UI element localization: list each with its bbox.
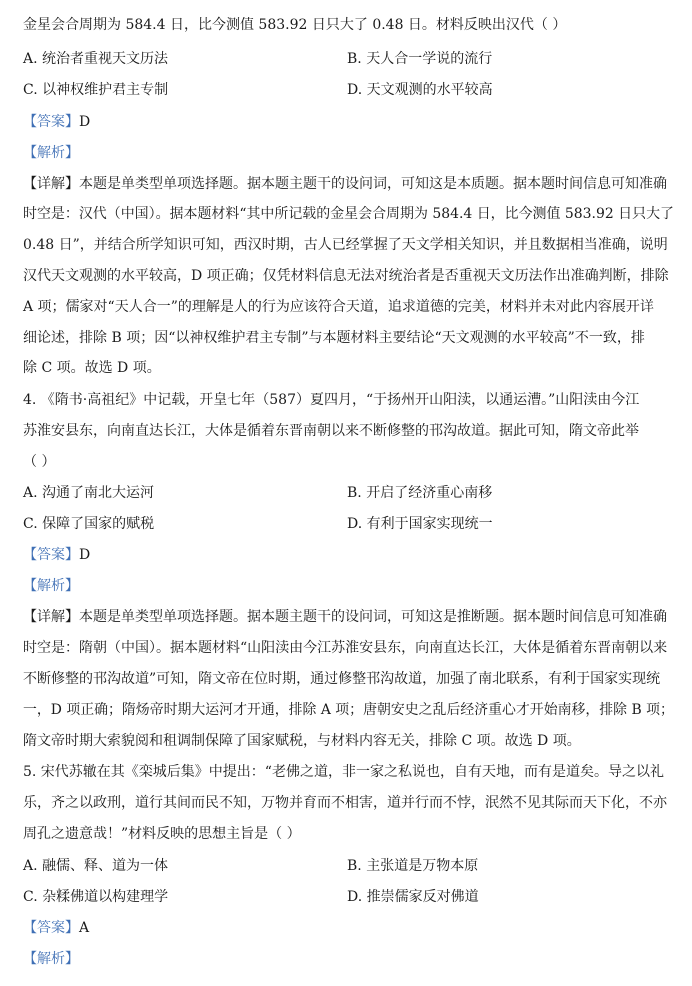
q3-detail-line-3: 0.48 日”，并结合所学知识可知，西汉时期，古人已经掌握了天文学相关知识，并且数据相当准确，说明 <box>23 237 668 253</box>
q5-stem-line-1: 5. 宋代苏辙在其《栾城后集》中提出：“老佛之道，非一家之私说也，自有天地，而有是道矣。导之以礼 <box>23 764 664 780</box>
q5-option-a: A. 融儒、释、道为一体 <box>23 858 169 874</box>
q3-option-b: B. 天人合一学说的流行 <box>347 51 493 67</box>
q4-detail-line-2: 时空是：隋朝（中国）。据本题材料“山阳渎由今江苏淮安县东，向南直达长江，大体是循着东晋南朝以来 <box>23 640 668 656</box>
q3-detail-line-2: 时空是：汉代（中国）。据本题材料“其中所记载的金星会合周期为 584.4 日，比今测值 583.92 日只大了 <box>23 206 675 222</box>
q5-option-c: C. 杂糅佛道以构建理学 <box>23 889 169 905</box>
q3-detail-line-6: 细论述，排除 B 项；因“以神权维护君主专制”与本题材料主要结论“天文观测的水平较高”不一致，排 <box>23 330 645 346</box>
q3-detail-line-7: 除 C 项。故选 D 项。 <box>23 360 161 376</box>
q3-option-a: A. 统治者重视天文历法 <box>23 51 169 67</box>
q5-stem-line-3: 周孔之遗意哉！”材料反映的思想主旨是（ ） <box>23 826 301 842</box>
q4-option-b: B. 开启了经济重心南移 <box>347 485 493 501</box>
q4-detail-line-1: 【详解】本题是单类型单项选择题。据本题主题干的设问词，可知这是推断题。据本题时间信息可知准确 <box>23 609 667 625</box>
q3-detail-line-1: 【详解】本题是单类型单项选择题。据本题主题干的设问词，可知这是本质题。据本题时间信息可知准确 <box>23 176 667 192</box>
q4-analysis-tag: 【解析】 <box>23 578 79 594</box>
q4-option-c: C. 保障了国家的赋税 <box>23 516 155 532</box>
q4-stem-line-2: 苏淮安县东，向南直达长江，大体是循着东晋南朝以来不断修整的邗沟故道。据此可知，隋文帝此举 <box>23 423 639 439</box>
q3-answer: 【答案】D <box>23 114 91 130</box>
q5-stem-line-2: 乐，齐之以政刑，道行其间而民不知，万物并育而不相害，道并行而不悖，泯然不见其际而天下化，不亦 <box>23 795 667 811</box>
q3-detail-line-5: A 项；儒家对“天人合一”的理解是人的行为应该符合天道，追求道德的完美，材料并未对此内容展开详 <box>23 299 654 315</box>
q5-option-b: B. 主张道是万物本原 <box>347 858 479 874</box>
q4-detail-line-5: 隋文帝时期大索貌阅和租调制保障了国家赋税，与材料内容无关，排除 C 项。故选 D 项。 <box>23 733 581 749</box>
q3-option-c: C. 以神权维护君主专制 <box>23 82 169 98</box>
q4-stem-line-3: （ ） <box>23 454 56 470</box>
q5-answer: 【答案】A <box>23 920 90 936</box>
q4-detail-line-3: 不断修整的邗沟故道”可知，隋文帝在位时期，通过修整邗沟故道，加强了南北联系，有利于国家实现统 <box>23 671 661 687</box>
q4-detail-line-4: 一，D 项正确；隋炀帝时期大运河才开通，排除 A 项；唐朝安史之乱后经济重心才开始南移，排除 B 项； <box>23 702 674 718</box>
q3-detail-line-4: 汉代天文观测的水平较高，D 项正确；仅凭材料信息无法对统治者是否重视天文历法作出准确判断，排除 <box>23 268 669 284</box>
q5-option-d: D. 推崇儒家反对佛道 <box>347 889 479 905</box>
q3-analysis-tag: 【解析】 <box>23 145 79 161</box>
q3-option-d: D. 天文观测的水平较高 <box>347 82 493 98</box>
q4-option-a: A. 沟通了南北大运河 <box>23 485 155 501</box>
q5-analysis-tag: 【解析】 <box>23 951 79 967</box>
q4-stem-line-1: 4. 《隋书·高祖纪》中记载，开皇七年（587）夏四月，“于扬州开山阳渎，以通运漕。”山阳渎由今江 <box>23 392 640 408</box>
q4-answer: 【答案】D <box>23 547 91 563</box>
q3-stem-tail: 金星会合周期为 584.4 日，比今测值 583.92 日只大了 0.48 日。材料反映出汉代（ ） <box>23 17 567 33</box>
q4-option-d: D. 有利于国家实现统一 <box>347 516 493 532</box>
